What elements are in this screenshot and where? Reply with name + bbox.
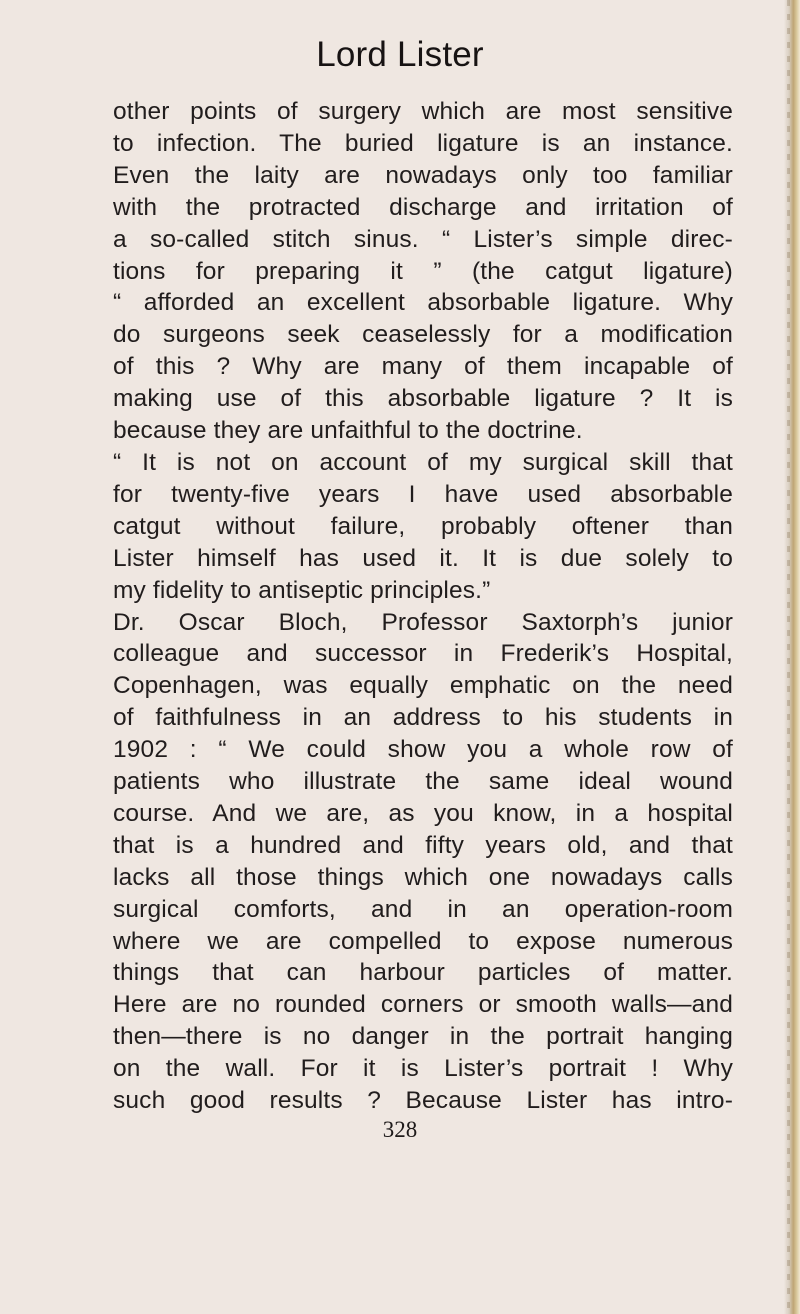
text-line: tions for preparing it ” (the catgut ligature) [113, 257, 733, 285]
text-line: Even the laity are nowadays only too familiar [113, 161, 733, 189]
text-line: other points of surgery which are most sensitive [113, 98, 733, 125]
text-line: colleague and successor in Frederik’s Hospital, [113, 640, 733, 668]
text-line: Copenhagen, was equally emphatic on the need [113, 672, 733, 700]
text-line: course. And we are, as you know, in a hospital [113, 799, 733, 827]
text-line: things that can harbour particles of matter. [113, 959, 733, 987]
text-line: a so-called stitch sinus. “ Lister’s simple direc- [113, 225, 733, 253]
text-line: for twenty-five years I have used absorbable [113, 480, 733, 508]
text-line: lacks all those things which one nowadays calls [113, 863, 733, 891]
text-line: catgut without failure, probably oftener than [113, 512, 733, 540]
text-line: 1902 : “ We could show you a whole row of [113, 736, 733, 764]
page-number: 328 [382, 1117, 418, 1142]
text-line: then—there is no danger in the portrait hanging [113, 1023, 733, 1051]
text-line: Lister himself has used it. It is due solely to [113, 544, 733, 572]
text-line: surgical comforts, and in an operation-room [113, 895, 733, 923]
text-line: of faithfulness in an address to his students in [113, 704, 733, 732]
text-line: with the protracted discharge and irritation of [113, 193, 733, 221]
text-line: patients who illustrate the same ideal wound [113, 768, 733, 796]
text-line: of this ? Why are many of them incapable of [113, 353, 733, 381]
text-line: that is a hundred and fifty years old, and that [113, 831, 733, 859]
text-line: Here are no rounded corners or smooth walls—and [113, 991, 733, 1019]
text-line: where we are compelled to expose numerous [113, 927, 733, 955]
running-header: Lord Lister [316, 35, 484, 74]
text-line: Dr. Oscar Bloch, Professor Saxtorph’s junior [113, 608, 733, 636]
text-line: to infection. The buried ligature is an instance. [113, 129, 733, 157]
text-line: my fidelity to antiseptic principles.” [113, 576, 491, 604]
text-line: “ It is not on account of my surgical skill that [113, 448, 733, 476]
body-text [113, 96, 733, 1117]
text-line: because they are unfaithful to the doctrine. [113, 417, 583, 445]
text-line: such good results ? Because Lister has intro- [113, 1087, 733, 1115]
text-line: on the wall. For it is Lister’s portrait ! Why [113, 1055, 733, 1083]
text-line: “ afforded an excellent absorbable ligature. Why [113, 289, 733, 317]
text-line: do surgeons seek ceaselessly for a modification [113, 321, 733, 349]
text-line: making use of this absorbable ligature ? It is [113, 385, 733, 413]
